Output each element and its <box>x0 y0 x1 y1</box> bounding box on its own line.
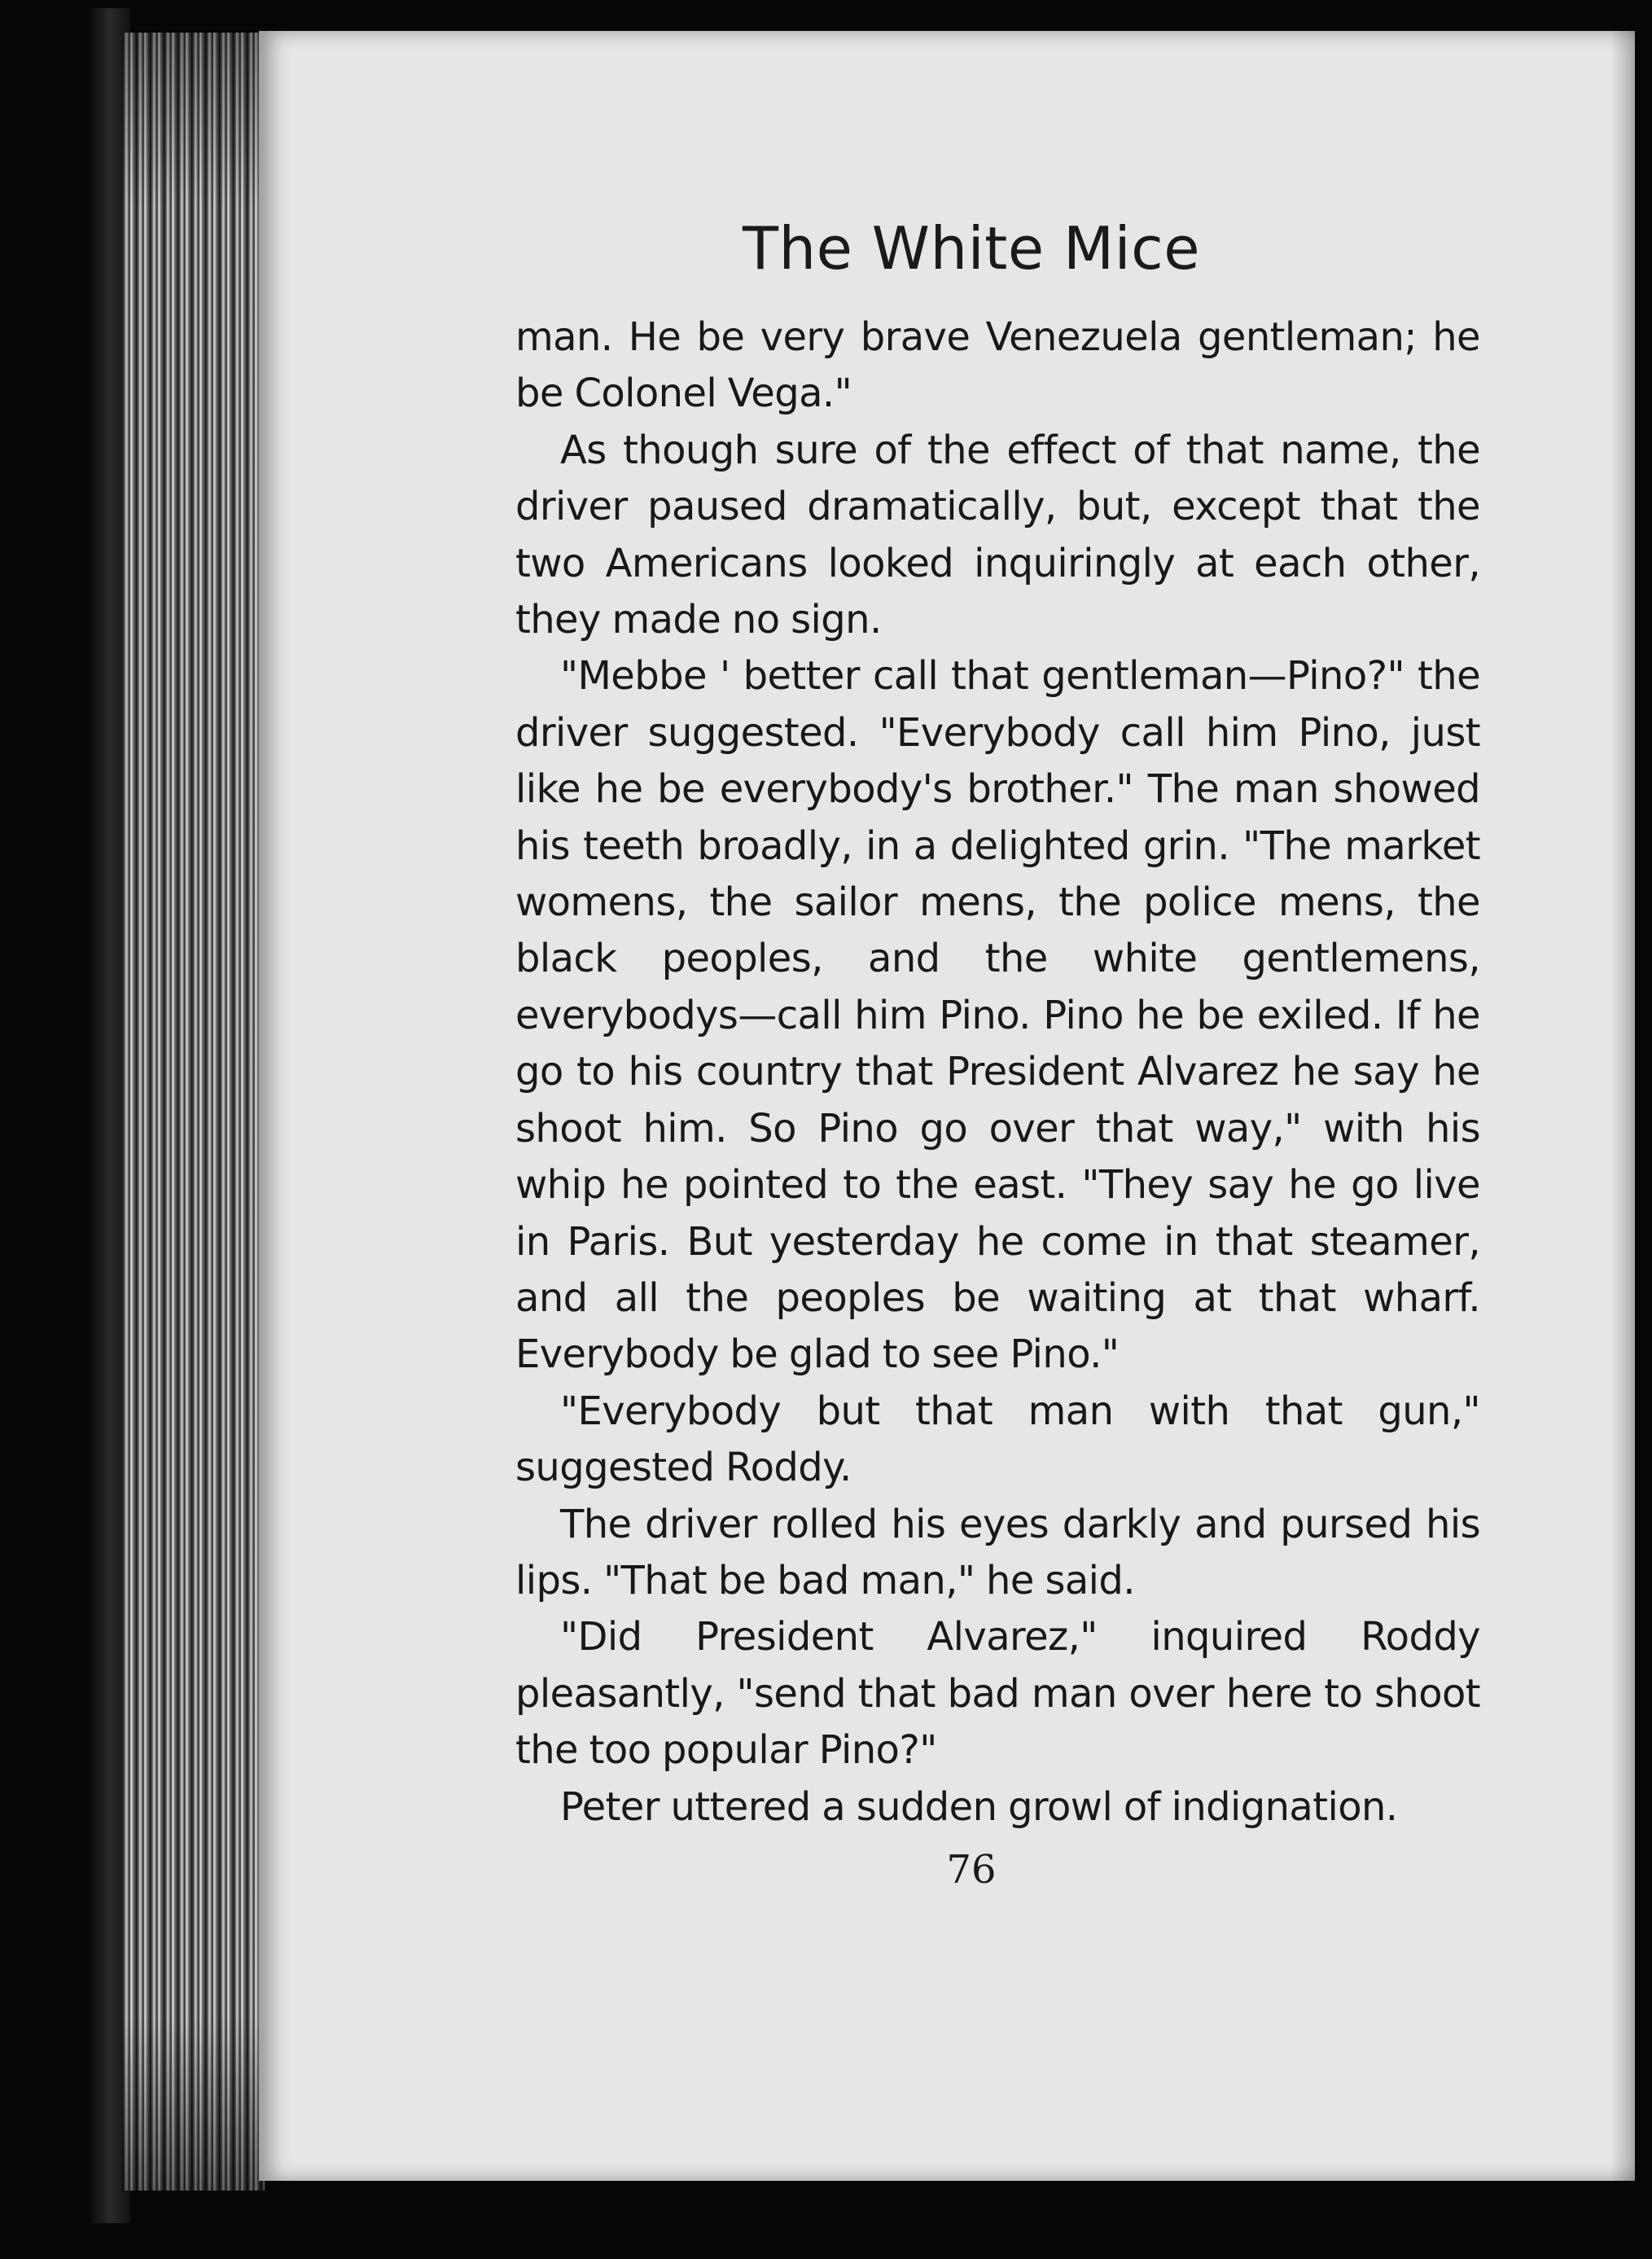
paragraph: "Everybody but that man with that gun," suggested Roddy. <box>515 1388 1480 1491</box>
running-head: The White Mice <box>742 214 1201 283</box>
paragraph: Peter uttered a sudden growl of indignation. <box>560 1783 1398 1830</box>
body-text <box>515 309 1480 1836</box>
paragraph: "Mebbe ' better call that gentleman—Pino?" the driver suggested. "Everybody call him Pino, just like he be everybody's brother." The man showed his teeth broadly, in a delighted grin. "The market womens, the sailor mens, the police mens, the black peoples, and the white gentlemens, everybodys—call him Pino. Pino he be exiled. If he go to his country that President Alvarez he say he shoot him. So Pino go over that way," with his whip he pointed to the east. "They say he go live in Paris. But yesterday he come in that steamer, and all the peoples be waiting at that wharf. Everybody be glad to see Pino." <box>515 653 1480 1378</box>
paragraph: man. He be very brave Venezuela gentleman; he be Colonel Vega." <box>515 314 1480 417</box>
paragraph: The driver rolled his eyes darkly and pursed his lips. "That be bad man," he said. <box>515 1501 1480 1603</box>
page-number: 76 <box>946 1847 997 1893</box>
page-edges <box>122 33 265 2191</box>
paragraph: As though sure of the effect of that name, the driver paused dramatically, but, except that the two Americans looked inquiringly at each other, they made no sign. <box>515 427 1480 643</box>
paragraph: "Did President Alvarez," inquired Roddy pleasantly, "send that bad man over here to shoot the too popular Pino?" <box>515 1614 1480 1774</box>
book-page <box>259 31 1635 2181</box>
